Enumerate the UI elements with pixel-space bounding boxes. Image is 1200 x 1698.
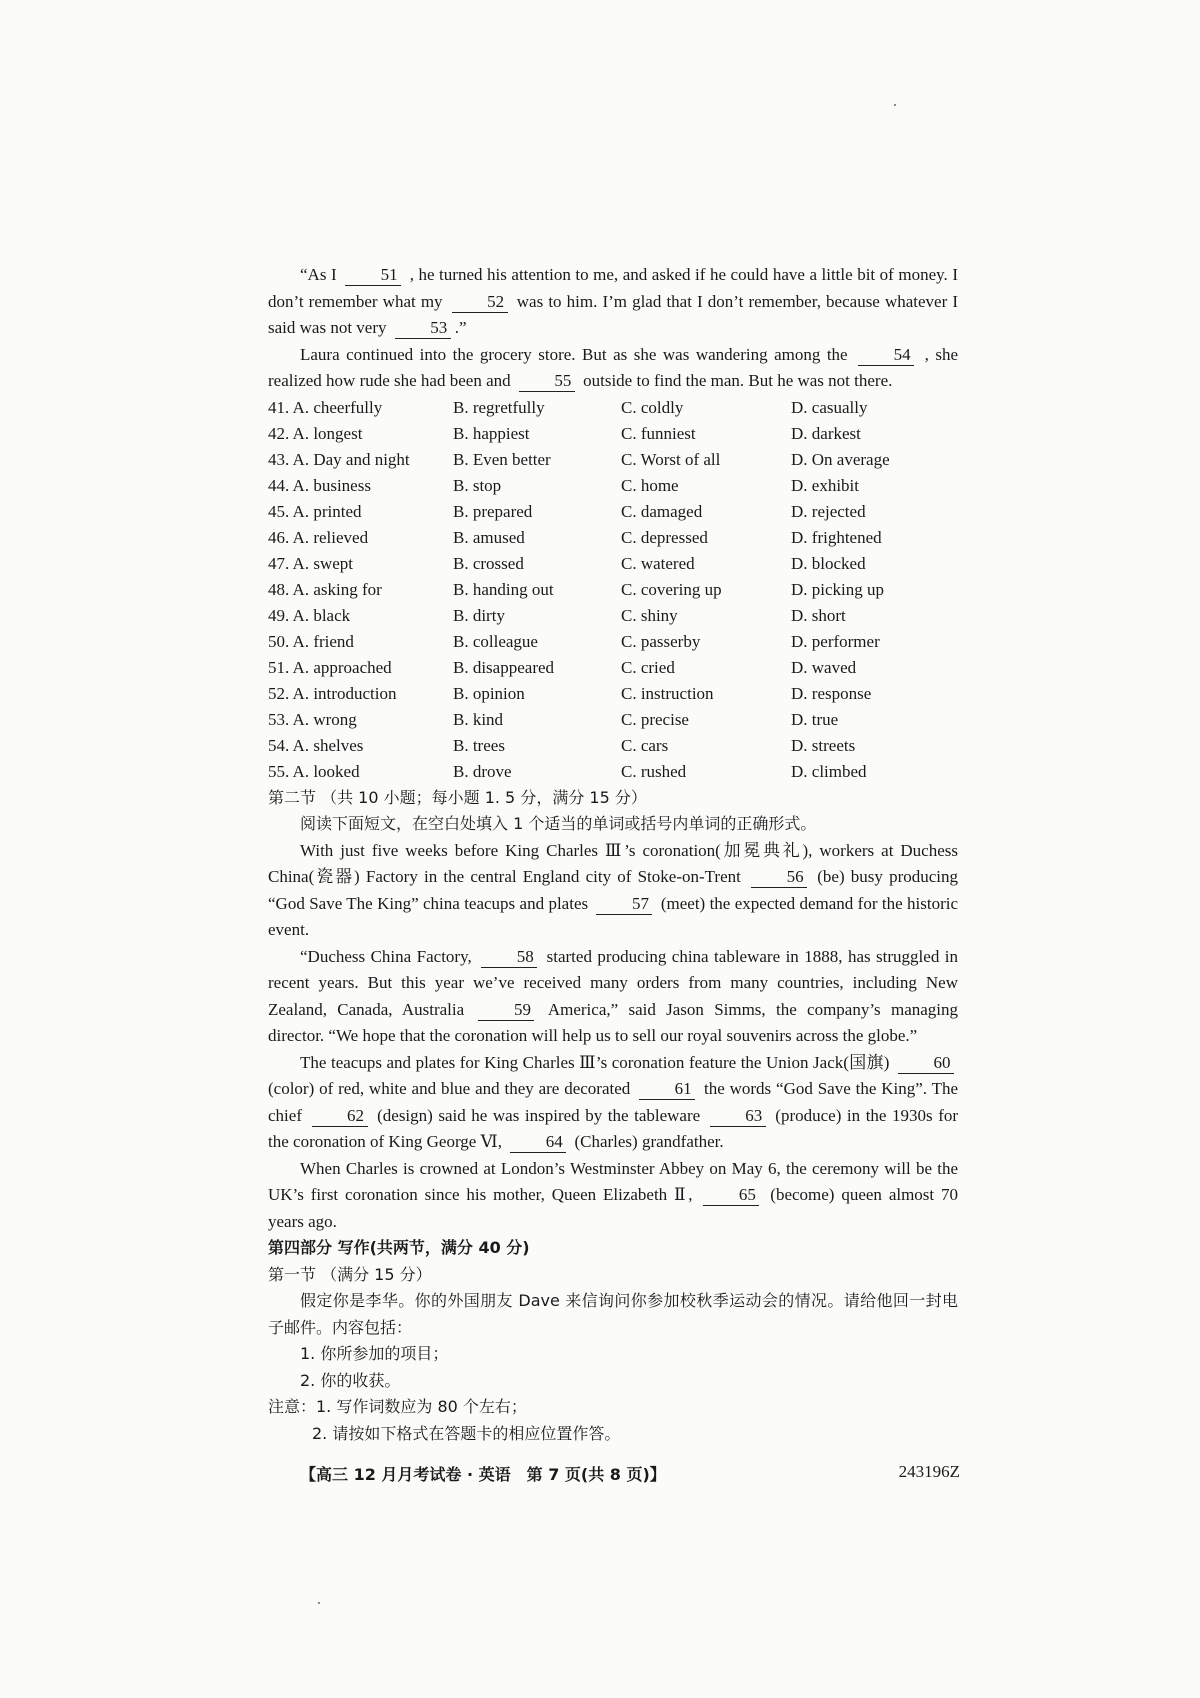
option-row: 54. A. shelves B. trees C. cars D. streets — [268, 735, 856, 755]
option-row: 49. A. black B. dirty C. shiny D. short — [268, 605, 846, 625]
passage-paragraph: The teacups and plates for King Charles Ⅲ’s coronation feature the Union Jack(国旗) 60 (color) of red, white and blue and they are decorated 61 the words “God Save the King”. The chief 62 (design) said he was inspired by the tableware 63 (produce) in the 1930s for the coronation of King George Ⅵ, 64 (Charles) grandfather. — [268, 1052, 959, 1151]
footer-label: 【高三 12 月月考试卷 · 英语 第 7 页(共 8 页)】 — [300, 1465, 666, 1484]
option-row: 50. A. friend B. colleague C. passerby D. performer — [268, 631, 880, 651]
option-row: 41. A. cheerfully B. regretfully C. coldly D. casually — [268, 397, 868, 417]
blank-62: 62 — [312, 1106, 368, 1127]
option-row: 53. A. wrong B. kind C. precise D. true — [268, 709, 839, 729]
blank-57: 57 — [596, 894, 652, 915]
blank-61: 61 — [639, 1079, 695, 1100]
section-instruction: 阅读下面短文，在空白处填入 1 个适当的单词或括号内单词的正确形式。 — [300, 814, 817, 833]
exam-code: 243196Z — [898, 1462, 960, 1481]
blank-60: 60 — [898, 1053, 954, 1074]
blank-51: 51 — [345, 265, 401, 286]
option-row: 46. A. relieved B. amused C. depressed D. frightened — [268, 527, 882, 547]
option-row: 48. A. asking for B. handing out C. covering up D. picking up — [268, 579, 885, 599]
scan-speck — [318, 1602, 320, 1604]
blank-65: 65 — [703, 1185, 759, 1206]
option-row: 45. A. printed B. prepared C. damaged D. rejected — [268, 501, 866, 521]
blank-52: 52 — [452, 292, 508, 313]
option-row: 51. A. approached B. disappeared C. cried D. waved — [268, 657, 857, 677]
section-heading: 第一节 （满分 15 分） — [268, 1264, 432, 1284]
prompt-item: 1. 你所参加的项目； — [300, 1344, 449, 1363]
page-footer — [300, 1462, 960, 1485]
answer-options — [268, 395, 958, 785]
section-heading: 第二节 （共 10 小题；每小题 1. 5 分，满分 15 分） — [268, 787, 647, 807]
blank-54: 54 — [858, 345, 914, 366]
prompt-item: 2. 你的收获。 — [300, 1370, 401, 1390]
blank-64: 64 — [510, 1132, 566, 1153]
option-row: 47. A. swept B. crossed C. watered D. blocked — [268, 553, 866, 573]
scan-speck — [894, 104, 896, 106]
blank-63: 63 — [710, 1106, 766, 1127]
blank-58: 58 — [481, 947, 537, 968]
passage-paragraph: With just five weeks before King Charles Ⅲ’s coronation(加冕典礼), workers at Duchess China(瓷器) Factory in the central England city of Stoke-on-Trent 56 (be) busy producing “God Save The King” china teacups and plates 57 (meet) the expected demand for the historic event. — [268, 840, 959, 939]
blank-59: 59 — [478, 1000, 534, 1021]
option-row: 44. A. business B. stop C. home D. exhibit — [268, 475, 859, 495]
passage-paragraph: Laura continued into the grocery store. But as she was wandering among the 54 , she realized how rude she had been and 55 outside to find the man. But he was not there. — [268, 344, 959, 390]
blank-53: 53 — [395, 318, 451, 339]
passage-paragraph: When Charles is crowned at London’s Westminster Abbey on May 6, the ceremony will be the UK’s first coronation since his mother, Queen Elizabeth Ⅱ, 65 (become) queen almost 70 years ago. — [268, 1158, 959, 1231]
option-row: 55. A. looked B. drove C. rushed D. climbed — [268, 761, 867, 781]
page-content — [268, 262, 958, 1447]
blank-56: 56 — [751, 867, 807, 888]
writing-prompt: 假定你是李华。你的外国朋友 Dave 来信询问你参加校秋季运动会的情况。请给他回一封电子邮件。内容包括： — [268, 1291, 958, 1337]
blank-55: 55 — [519, 371, 575, 392]
passage-paragraph: “As I 51 , he turned his attention to me, and asked if he could have a little bit of money. I don’t remember what my 52 was to him. I’m glad that I don’t remember, because whatever I said was not very 53 .” — [268, 265, 959, 337]
option-row: 52. A. introduction B. opinion C. instruction D. response — [268, 683, 872, 703]
writing-note: 注意：1. 写作词数应为 80 个左右； — [268, 1397, 527, 1416]
part-heading: 第四部分 写作(共两节，满分 40 分) — [268, 1238, 530, 1257]
option-row: 43. A. Day and night B. Even better C. Worst of all D. On average — [268, 449, 890, 469]
option-row: 42. A. longest B. happiest C. funniest D. darkest — [268, 423, 861, 443]
passage-paragraph: “Duchess China Factory, 58 started producing china tableware in 1888, has struggled in recent years. But this year we’ve received many orders from many countries, including New Zealand, Canada, Australia 59 America,” said Jason Simms, the company’s managing director. “We hope that the coronation will help us to sell our royal souvenirs across the globe.” — [268, 946, 959, 1045]
writing-note: 2. 请按如下格式在答题卡的相应位置作答。 — [312, 1423, 621, 1443]
